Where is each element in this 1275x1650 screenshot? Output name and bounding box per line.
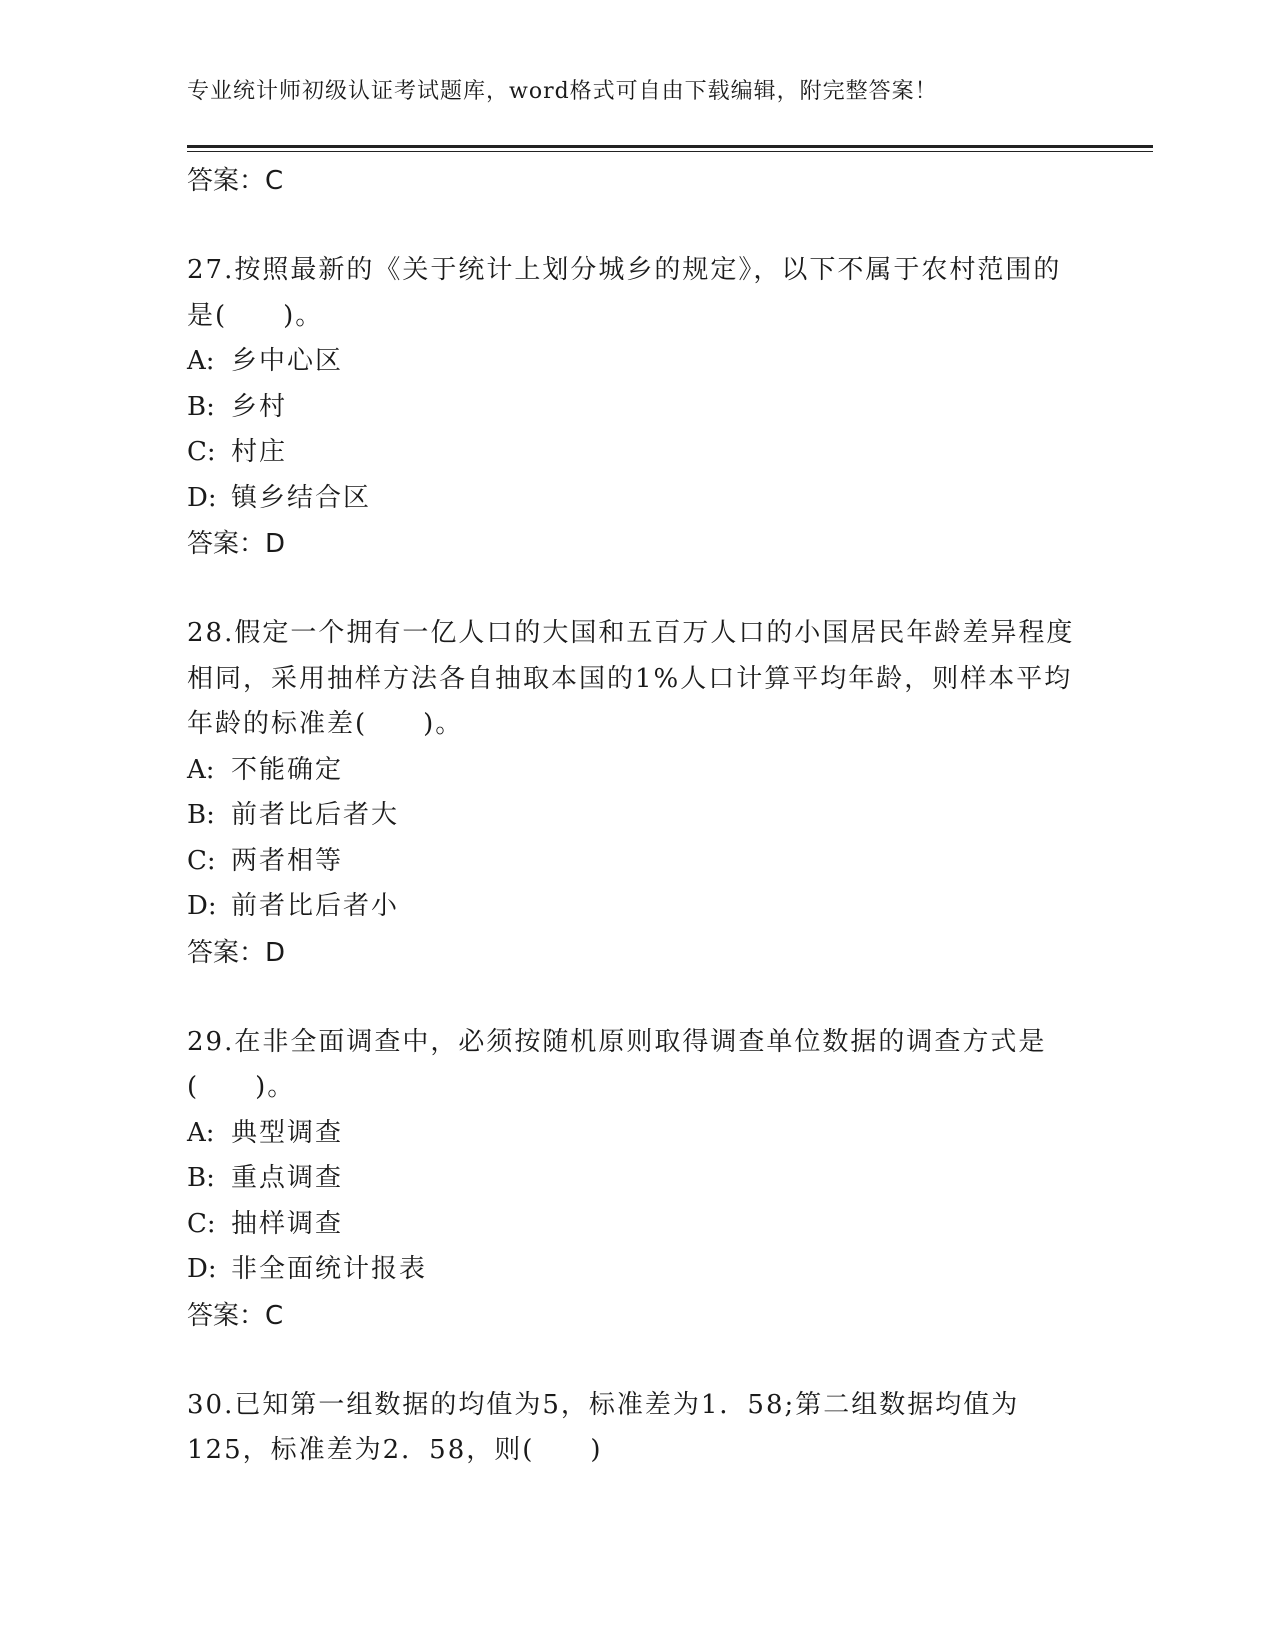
option-text: 典型调查 <box>231 1117 344 1148</box>
option-key: A: <box>187 1117 215 1148</box>
question-stem: 29.在非全面调查中，必须按随机原则取得调查单位数据的调查方式是( )。 <box>187 1026 1047 1102</box>
option-b <box>187 793 1087 839</box>
option-key: D: <box>187 1254 217 1284</box>
answer-line: 答案：D <box>187 937 286 968</box>
option-key: A: <box>187 754 215 785</box>
option-c <box>187 1202 1087 1248</box>
option-text: 前者比后者大 <box>231 800 400 830</box>
option-text: 镇乡结合区 <box>231 482 372 513</box>
option-text: 重点调查 <box>231 1163 344 1193</box>
option-key: C: <box>187 845 216 876</box>
answer-line: 答案：C <box>187 1300 284 1331</box>
header-rule-thin <box>187 151 1153 152</box>
option-key: D: <box>187 482 217 513</box>
option-d <box>187 884 1087 930</box>
option-text: 抽样调查 <box>231 1208 344 1239</box>
option-key: D: <box>187 891 217 921</box>
option-text: 两者相等 <box>231 845 344 876</box>
option-c <box>187 430 1087 476</box>
question-block <box>187 611 1087 976</box>
option-key: C: <box>187 1208 216 1239</box>
answer-line: 答案：D <box>187 529 286 559</box>
question-stem: 27.按照最新的《关于统计上划分城乡的规定》，以下不属于农村范围的是( )。 <box>187 255 1062 331</box>
option-a <box>187 339 1087 385</box>
option-text: 前者比后者小 <box>231 891 400 921</box>
option-b <box>187 1156 1087 1202</box>
option-b <box>187 385 1087 431</box>
option-c <box>187 839 1087 885</box>
question-stem: 30.已知第一组数据的均值为5，标准差为1．58;第二组数据均值为125，标准差为2．58，则( ) <box>187 1389 1020 1465</box>
question-block <box>187 248 1087 567</box>
question-list <box>187 158 1087 1474</box>
question-block <box>187 1020 1087 1339</box>
option-text: 村庄 <box>231 437 288 467</box>
option-key: B: <box>187 800 215 830</box>
option-key: A: <box>187 346 215 376</box>
option-key: B: <box>187 1163 215 1193</box>
option-text: 乡村 <box>231 391 288 422</box>
option-key: C: <box>187 437 216 467</box>
header-rule-thick <box>187 145 1153 148</box>
option-a <box>187 748 1087 794</box>
option-d <box>187 476 1087 522</box>
question-stem: 28.假定一个拥有一亿人口的大国和五百万人口的小国居民年龄差异程度相同，采用抽样方法各自抽取本国的1%人口计算平均年龄，则样本平均年龄的标准差( )。 <box>187 618 1075 739</box>
option-text: 乡中心区 <box>231 346 344 376</box>
option-d <box>187 1247 1087 1293</box>
answer-line: 答案：C <box>187 166 284 196</box>
question-block <box>187 1383 1087 1474</box>
option-text: 非全面统计报表 <box>231 1254 428 1284</box>
page-header: 专业统计师初级认证考试题库，word格式可自由下载编辑，附完整答案！ <box>187 79 938 104</box>
option-text: 不能确定 <box>231 754 344 785</box>
option-a <box>187 1111 1087 1157</box>
option-key: B: <box>187 391 215 422</box>
